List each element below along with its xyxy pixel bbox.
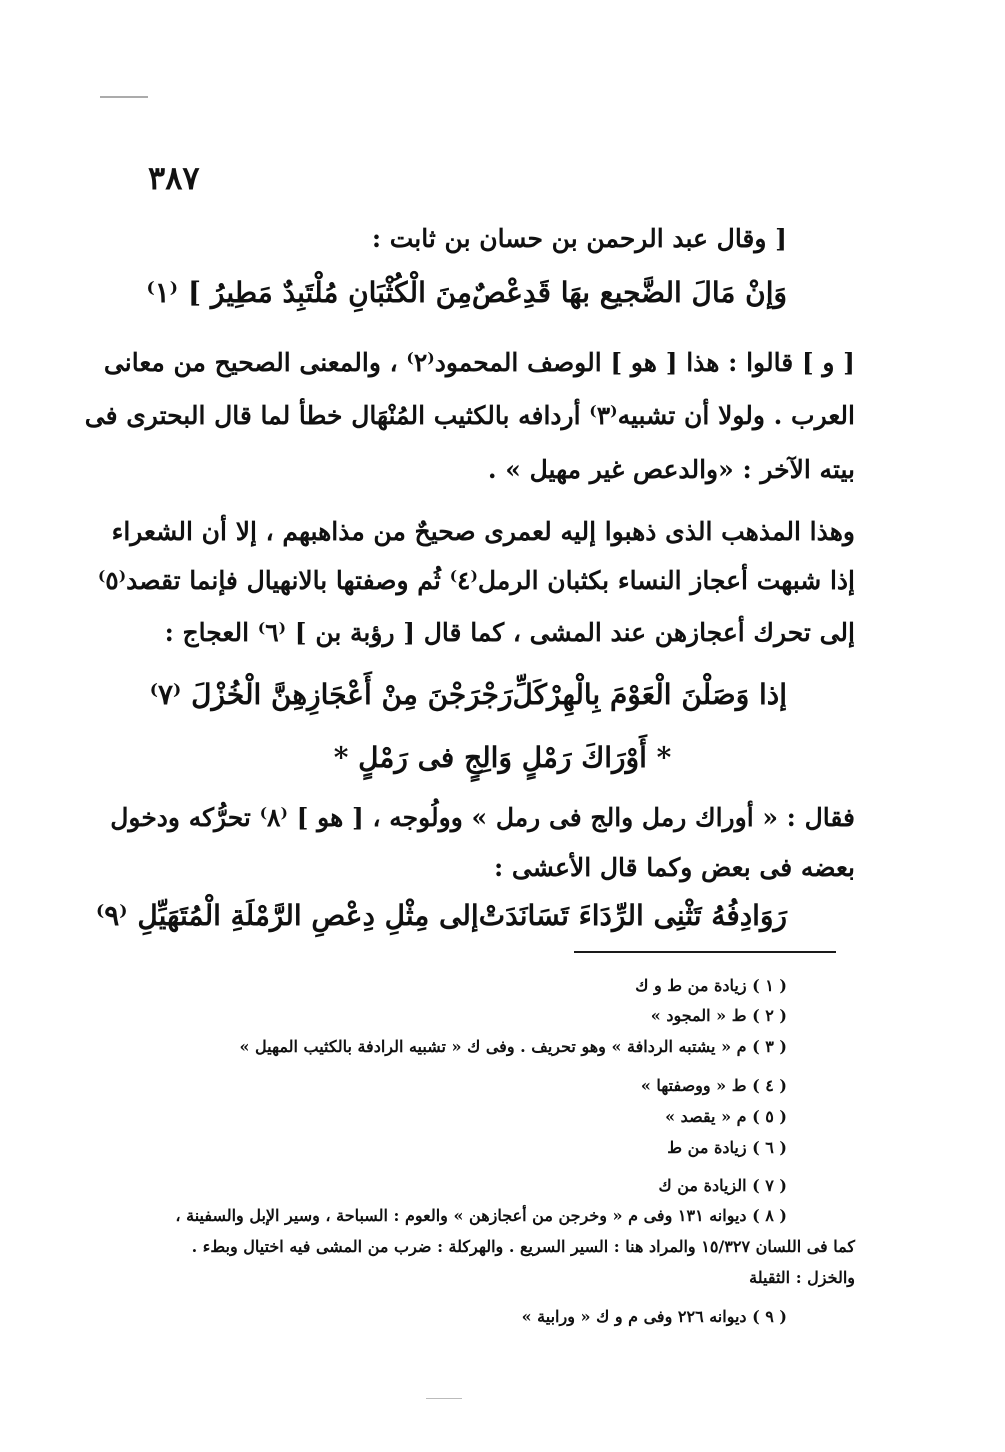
- footnote-divider: [574, 951, 836, 953]
- paragraph-2-line-1: وهذا المذهب الذى ذهبوا إليه لعمرى صحيحٌ من مذاهبهم ، إلا أن الشعراء: [111, 517, 855, 546]
- verse-3-left-hemistich: إلى مِثْلِ دِعْصِ الرَّمْلَةِ الْمُتَهَيِّلِ ⁽٩⁾: [95, 899, 479, 932]
- footnote-7: ( ٧ ) الزيادة من ك: [658, 1176, 787, 1195]
- paragraph-3-line-1: فقال : « أوراك رمل والج فى رمل » وولُوجه ، [ هو ] ⁽٨⁾ تحرُّكه ودخول: [110, 803, 855, 832]
- bottom-scan-mark: [426, 1398, 462, 1399]
- paragraph-3-line-2: بعضه فى بعض وكما قال الأعشى :: [493, 853, 855, 882]
- footnote-8-line-2: كما فى اللسان ١٥/٣٢٧ والمراد هنا : السير السريع . والهركلة : ضرب من المشى فيه اختيال وبطء .: [191, 1237, 855, 1256]
- verse-1-right-hemistich: وَإنْ مَالَ الضَّجيع بهَا قَدِعْصٌ: [471, 276, 787, 309]
- footnote-5: ( ٥ ) م « يقصد »: [665, 1107, 787, 1126]
- footnote-2: ( ٢ ) ط « المجود »: [650, 1006, 787, 1025]
- header-line: [ وقال عبد الرحمن بن حسان بن ثابت :: [371, 224, 787, 253]
- paragraph-1-line-3: بيته الآخر : «والدعص غير مهيل » .: [487, 455, 855, 484]
- footnote-3: ( ٣ ) م « يشتبه الردافة » وهو تحريف . وفى ك « تشبيه الرادفة بالكثيب المهيل »: [239, 1037, 787, 1056]
- verse-1-left-hemistich: مِنَ الْكُثْبَانِ مُلْتَبِدٌ مَطِيرُ ] ⁽١⁾: [146, 276, 472, 309]
- verse-2-center-line: * أَوْرَاكَ رَمْلٍ وَالِجٍ فى رَمْلٍ *: [333, 741, 672, 774]
- verse-3-right-hemistich: رَوَادِفُهُ تَثْنِى الرِّدَاءَ تَسَانَدَتْ: [478, 899, 787, 932]
- footnote-6: ( ٦ ) زيادة من ط: [667, 1138, 787, 1157]
- page-number: ٣٨٧: [148, 159, 200, 197]
- verse-2-left-hemistich: رَجْرَجْنَ مِنْ أَعْجَازِهِنَّ الْخُزْلَ ⁽٧⁾: [149, 678, 513, 711]
- paragraph-1-line-2: العرب . ولولا أن تشبيه⁽٣⁾ أردافه بالكثيب المُنْهَال خطأ لما قال البحترى فى: [84, 401, 855, 430]
- footnote-8-line-3: والخزل : الثقيلة: [749, 1268, 855, 1287]
- footnote-1: ( ١ ) زيادة من ط و ك: [635, 976, 787, 995]
- footnote-8-line-1: ( ٨ ) ديوانه ١٣١ وفى م « وخرجن من أعجازهن » والعوم : السباحة ، وسير الإبل والسفينة ،: [175, 1206, 787, 1225]
- footnote-4: ( ٤ ) ط « ووصفتها »: [640, 1076, 787, 1095]
- top-scan-mark: [100, 96, 148, 98]
- paragraph-1-line-1: [ و ] قالوا : هذا [ هو ] الوصف المحمود⁽٢⁾ ، والمعنى الصحيح من معانى: [103, 348, 855, 377]
- paragraph-2-line-2: إذا شبهت أعجاز النساء بكثبان الرمل⁽٤⁾ ثُم وصفتها بالانهيال فإنما تقصد⁽٥⁾: [97, 566, 855, 595]
- verse-2-right-hemistich: إذا وَصَلْنَ الْعَوْمَ بِالْهِرْكَلِّ: [512, 678, 787, 711]
- paragraph-2-line-3: إلى تحرك أعجازهن عند المشى ، كما قال [ رؤبة بن ] ⁽٦⁾ العجاج :: [164, 618, 855, 647]
- verse-2: [149, 678, 787, 712]
- footnote-9: ( ٩ ) ديوانه ٢٢٦ وفى م و ك « ورابية »: [521, 1307, 787, 1326]
- verse-3: [95, 899, 787, 933]
- verse-1: [146, 276, 787, 310]
